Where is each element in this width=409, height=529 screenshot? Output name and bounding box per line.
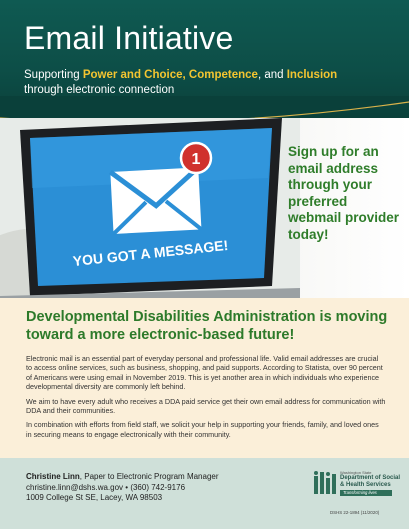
header-subtitle: Supporting Power and Choice, Competence, and Inclusion through electronic connection — [24, 69, 338, 96]
contact-phone: (360) 742-9176 — [130, 482, 186, 492]
page-title: Email Initiative — [24, 20, 234, 56]
notification-badge — [181, 143, 211, 173]
signup-callout: Sign up for an email address through your preferred webmail provider today! — [288, 144, 400, 242]
hero-image — [0, 118, 409, 298]
dshs-logo-mark-icon — [312, 468, 338, 498]
laptop-illustration — [0, 118, 300, 298]
section-headline: Developmental Disabilities Administration is moving toward a more electronic-based future! — [26, 309, 388, 343]
contact-role: , Paper to Electronic Program Manager — [79, 472, 219, 481]
screen-message: YOU GOT A MESSAGE! — [72, 236, 229, 270]
contact-email[interactable]: christine.linn@dshs.wa.gov — [26, 482, 124, 492]
body-text — [26, 354, 386, 444]
footer-band — [0, 458, 409, 529]
svg-text:1: 1 — [191, 151, 201, 168]
contact-address: 1009 College St SE, Lacey, WA 98503 — [26, 493, 163, 502]
paragraph-1: Electronic mail is an essential part of everyday personal and professional life. Valid email addresses are crucial to access online services, such as business, shopping, and paid supports. According to Statista, over 90 percent of Americans were using email in November 2019. This is yet another area in which individuals who experience developmental diversity are commonly left behind. — [26, 354, 383, 392]
paragraph-3: In combination with efforts from field staff, we solicit your help in supporting your friends, family, and loved ones in securing means to engage electronically with their community. — [26, 420, 379, 439]
envelope-icon — [110, 167, 201, 234]
dshs-logo: Washington State Department of Social & Health Services Transforming lives DSHS 22-1894 (11/2020) — [312, 468, 392, 520]
contact-block: Christine Linn, Paper to Electronic Program Manager christine.linn@dshs.wa.gov • (360) 742-9176 1009 College St SE, Lacey, WA 98503 — [26, 472, 219, 502]
paragraph-2: We aim to have every adult who receives a DDA paid service get their own email address for communication with DDA and their communities. — [26, 396, 386, 416]
contact-name: Christine Linn — [26, 472, 80, 481]
form-code: DSHS 22-1894 (11/2020) — [330, 510, 380, 515]
